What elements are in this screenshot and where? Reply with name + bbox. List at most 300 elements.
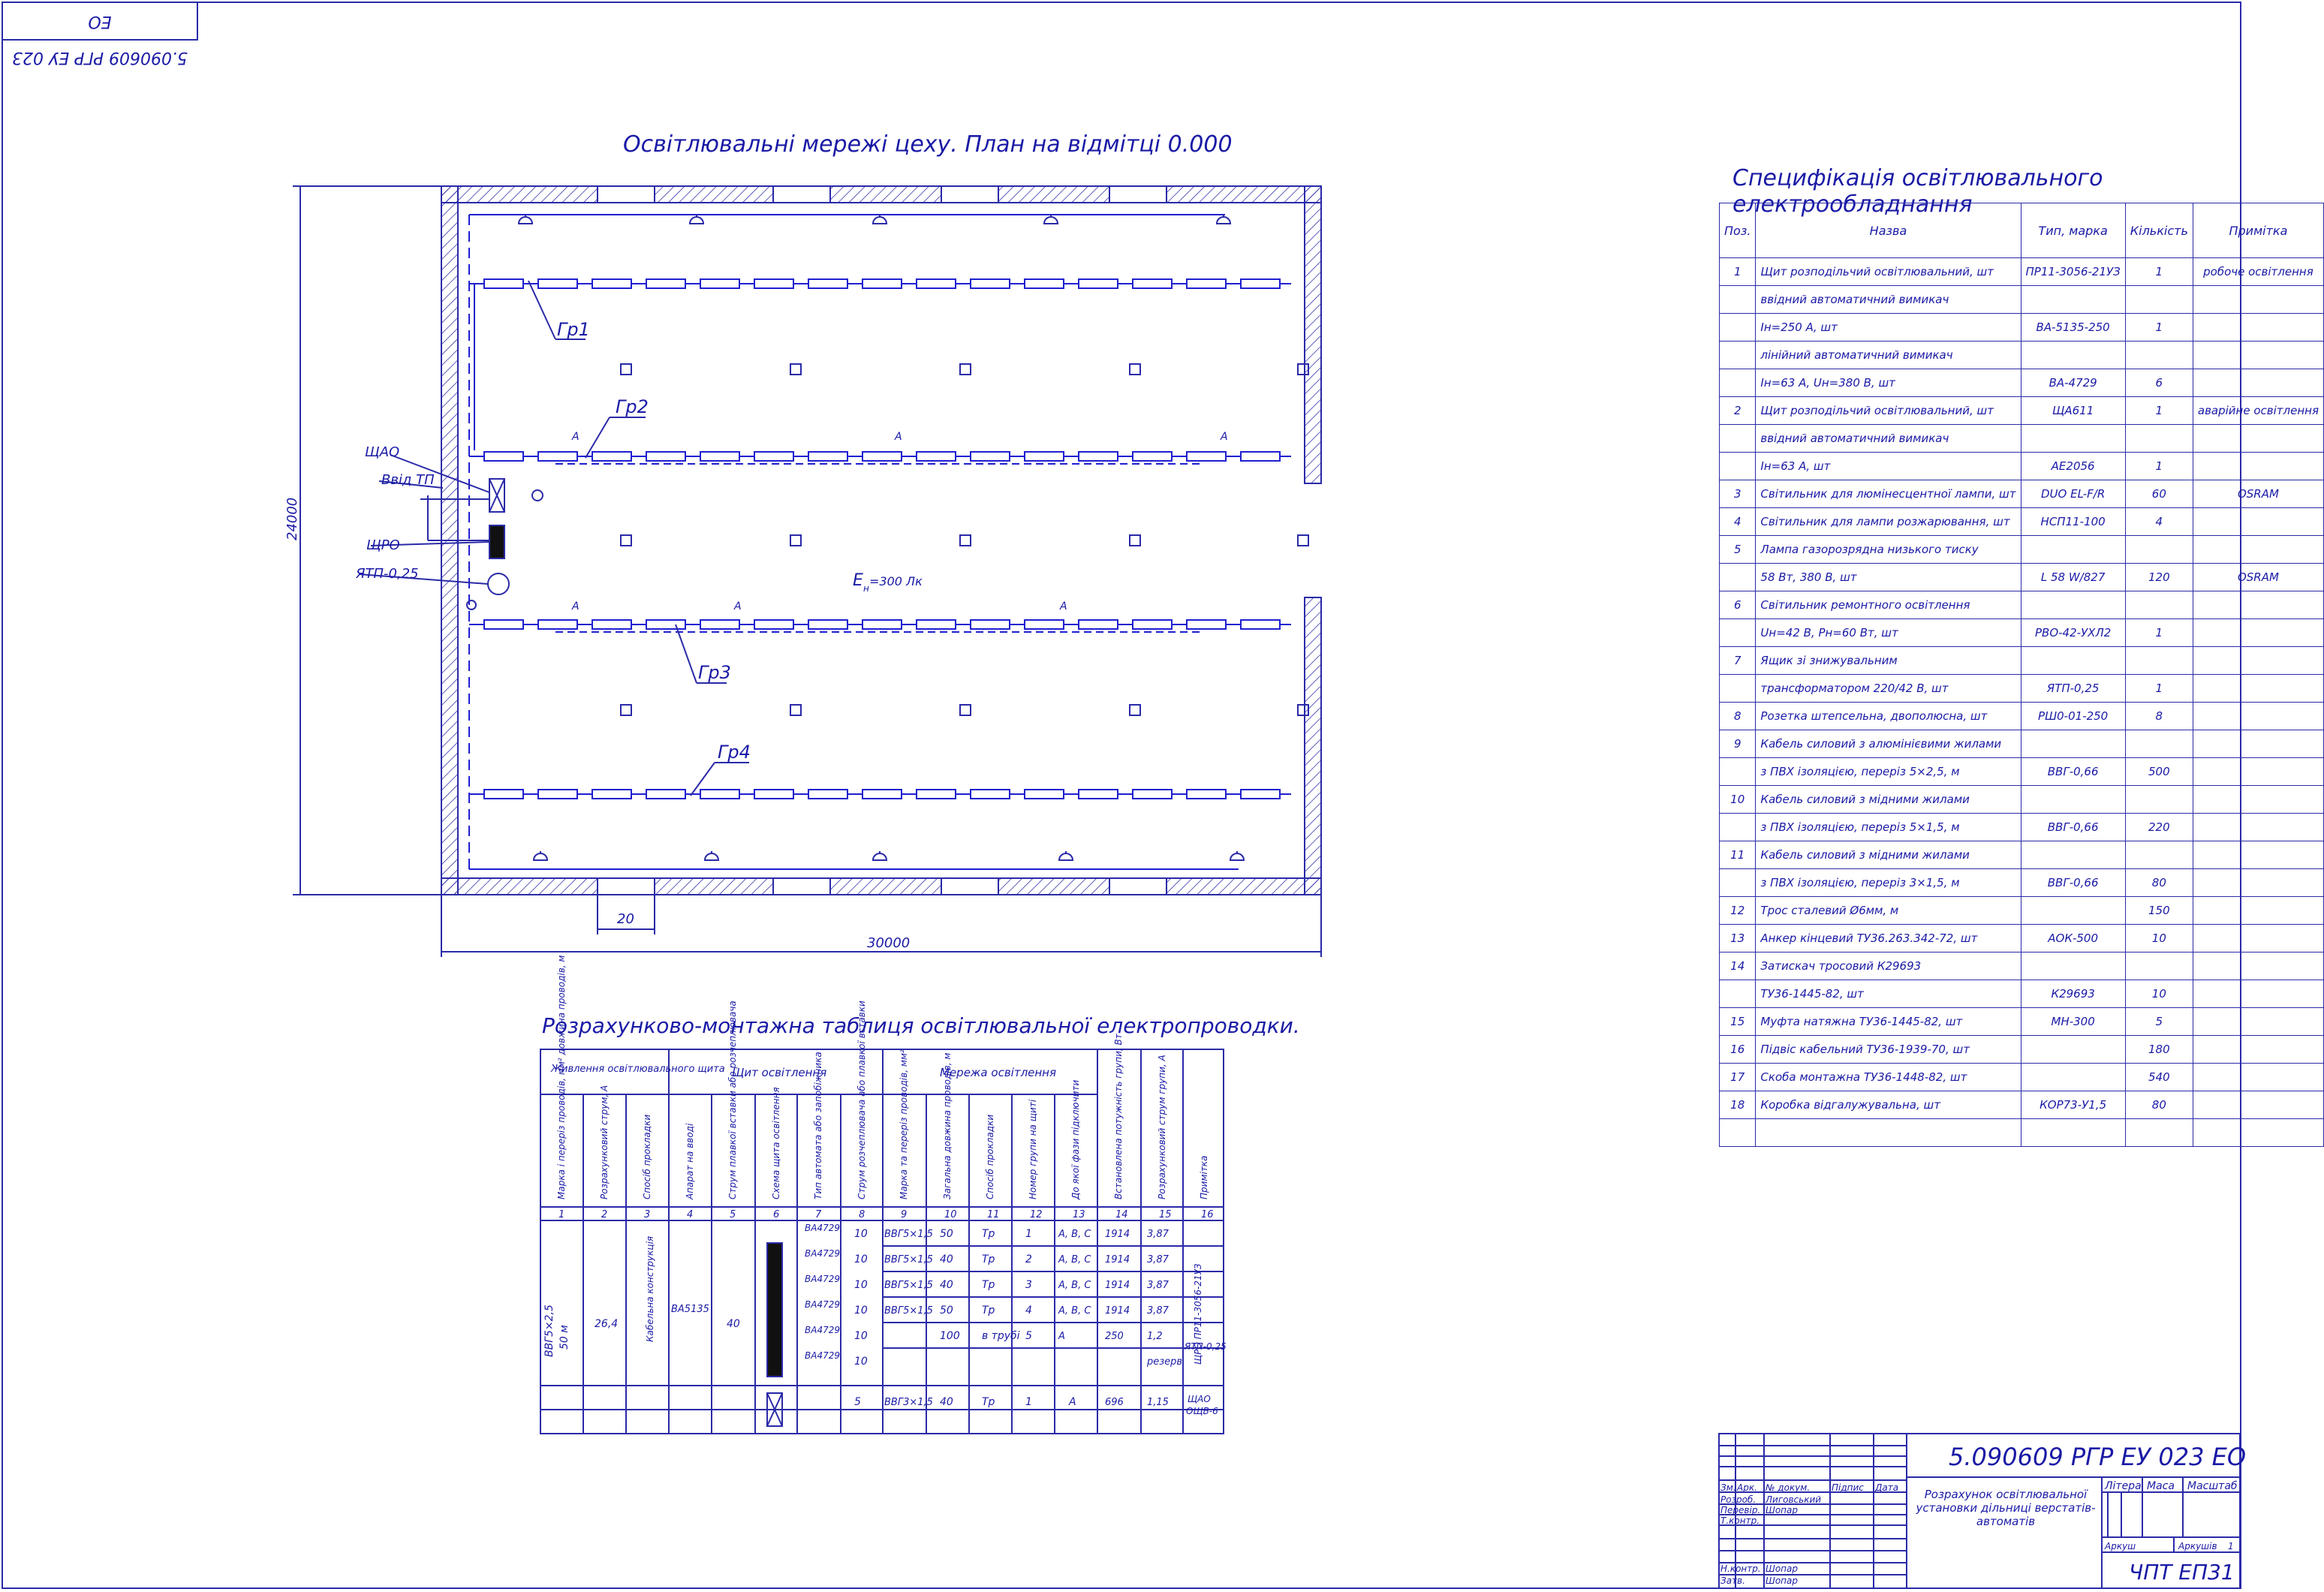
fluorescent-lamp xyxy=(971,279,1010,288)
spec-cell xyxy=(2021,1119,2125,1147)
spec-cell xyxy=(2193,619,2323,647)
spec-cell: Щит розподільчий освітлювальний, шт xyxy=(1756,397,2021,425)
spec-cell: АОК-500 xyxy=(2021,925,2125,952)
calc-col-header: Апарат на вводі xyxy=(685,1123,695,1199)
spec-row xyxy=(1720,647,2324,675)
phase-a6: А xyxy=(1060,600,1067,612)
spec-cell xyxy=(2193,1008,2323,1036)
spec-h-name: Назва xyxy=(1756,203,2021,258)
spec-cell xyxy=(1720,369,1756,397)
calc-cell: 696 xyxy=(1105,1397,1124,1408)
fluorescent-lamp xyxy=(1241,790,1280,799)
fluorescent-lamp xyxy=(1133,452,1172,461)
label-ytp: ЯТП-0,25 xyxy=(356,566,419,582)
spec-cell xyxy=(2193,342,2323,369)
phase-a3: А xyxy=(1221,431,1228,443)
fluorescent-lamp xyxy=(700,279,739,288)
incandescent-lamp xyxy=(873,215,887,224)
dim-width: 30000 xyxy=(867,935,911,951)
spec-cell xyxy=(1720,869,1756,897)
spec-cell: ввідний автоматичний вимикач xyxy=(1756,425,2021,453)
spec-row xyxy=(1720,369,2324,397)
spec-cell: РВО-42-УХЛ2 xyxy=(2021,619,2125,647)
spec-cell xyxy=(2125,786,2193,814)
calc-col-number: 1 xyxy=(558,1209,565,1220)
outlet-square xyxy=(1130,364,1140,375)
spec-row xyxy=(1720,786,2324,814)
spec-row xyxy=(1720,564,2324,591)
spec-cell xyxy=(2193,1036,2323,1064)
spec-cell: НСП11-100 xyxy=(2021,508,2125,536)
calc-grp-2: Щит освітлення xyxy=(732,1066,827,1079)
fluorescent-lamp xyxy=(1241,452,1280,461)
phase-a4: А xyxy=(572,600,579,612)
fluorescent-lamp xyxy=(917,452,956,461)
calc-col-header: Спосіб прокладки xyxy=(985,1114,995,1199)
tb-code: 5.090609 РГР ЕУ 023 ЕО xyxy=(1949,1443,2246,1471)
spec-cell xyxy=(2193,1091,2323,1119)
fluorescent-lamp xyxy=(646,452,685,461)
fluorescent-lamp xyxy=(538,790,577,799)
spec-cell: з ПВХ ізоляцією, переріз 5×1,5, м xyxy=(1756,814,2021,841)
fluorescent-lamp xyxy=(971,790,1010,799)
spec-h-pos: Поз. xyxy=(1720,203,1756,258)
note-ytp: ЯТП-0,25 xyxy=(1185,1341,1227,1352)
spec-cell: Світильник для лампи розжарювання, шт xyxy=(1756,508,2021,536)
spec-cell: Муфта натяжна ТУ36-1445-82, шт xyxy=(1756,1008,2021,1036)
tb-name-5: Шопар xyxy=(1766,1575,1798,1586)
group-3: Гр3 xyxy=(698,662,731,683)
calc-col-header: До якої фази підключити xyxy=(1070,1079,1081,1199)
calc-col-header: Марка і переріз проводів, мм² довжина проводів, м xyxy=(556,955,567,1199)
fluorescent-lamp xyxy=(1025,790,1064,799)
spec-cell xyxy=(2021,536,2125,564)
spec-cell: 1 xyxy=(2125,453,2193,480)
fluorescent-lamp xyxy=(808,620,847,629)
calc-cell: 40 xyxy=(940,1253,953,1265)
fluorescent-lamp xyxy=(700,620,739,629)
spec-cell xyxy=(2193,508,2323,536)
tb-org: ЧПТ ЕП31 xyxy=(2129,1560,2235,1584)
input-current: 40 xyxy=(727,1318,740,1330)
calc-col-number: 16 xyxy=(1201,1209,1214,1220)
calc-col-header: Марка та переріз проводів, мм² xyxy=(899,1049,909,1199)
spec-cell: Uн=42 В, Pн=60 Вт, шт xyxy=(1756,619,2021,647)
spec-cell: 8 xyxy=(2125,703,2193,730)
calc-col-number: 10 xyxy=(944,1209,957,1220)
fluorescent-lamp xyxy=(1025,279,1064,288)
calc-cell: А, В, С xyxy=(1058,1305,1091,1317)
spec-cell: 6 xyxy=(1720,591,1756,619)
floor-plan xyxy=(0,0,1351,976)
tb-name-1: Шопар xyxy=(1766,1505,1798,1515)
spec-row xyxy=(1720,314,2324,342)
spec-row xyxy=(1720,591,2324,619)
spec-cell xyxy=(2021,1036,2125,1064)
spec-cell: з ПВХ ізоляцією, переріз 3×1,5, м xyxy=(1756,869,2021,897)
label-vvid: Ввід ТП xyxy=(381,472,435,488)
tb-role-0: Розроб. xyxy=(1720,1494,1757,1505)
calc-col-number: 13 xyxy=(1073,1209,1085,1220)
spec-cell: Трос сталевий Ø6мм, м xyxy=(1756,897,2021,925)
spec-cell: 80 xyxy=(2125,869,2193,897)
fluorescent-lamp xyxy=(1079,790,1118,799)
outlet-square xyxy=(790,705,801,715)
spec-cell: 10 xyxy=(1720,786,1756,814)
spec-cell xyxy=(1720,980,1756,1008)
spec-cell: 80 xyxy=(2125,1091,2193,1119)
fluorescent-lamp xyxy=(971,452,1010,461)
breaker-type: ВА4729 xyxy=(805,1350,840,1361)
calc-cell: 3,87 xyxy=(1147,1280,1169,1291)
calc-col-header: Загальна довжина проводів, м xyxy=(942,1052,953,1199)
rotated-code-text: 5.090609 РГР ЕУ 023 ЕО xyxy=(11,12,188,67)
spec-cell xyxy=(2193,286,2323,314)
spec-cell: Скоба монтажна ТУ36-1448-82, шт xyxy=(1756,1064,2021,1091)
calc-col-number: 15 xyxy=(1159,1209,1172,1220)
calc-cell: ОЩВ-6 xyxy=(1186,1406,1218,1416)
tb-name-0: Лиговський xyxy=(1766,1494,1822,1505)
calc-col-header: Розрахунковий струм, А xyxy=(599,1085,610,1199)
fluorescent-lamp xyxy=(1133,620,1172,629)
incandescent-lamp xyxy=(534,851,547,860)
spec-cell: лінійний автоматичний вимикач xyxy=(1756,342,2021,369)
spec-cell: DUO EL-F/R xyxy=(2021,480,2125,508)
spec-cell xyxy=(2021,897,2125,925)
fluorescent-lamp xyxy=(808,790,847,799)
spec-cell: 4 xyxy=(2125,508,2193,536)
spec-cell xyxy=(2193,925,2323,952)
spec-cell: Коробка відгалужувальна, шт xyxy=(1756,1091,2021,1119)
spec-cell xyxy=(2193,453,2323,480)
calc-cell: 10 xyxy=(854,1356,868,1368)
spec-row xyxy=(1720,980,2324,1008)
spec-cell: OSRAM xyxy=(2193,564,2323,591)
calc-col-number: 5 xyxy=(730,1209,736,1220)
fluorescent-lamp xyxy=(808,452,847,461)
illum-E: E xyxy=(853,571,863,590)
calc-cell: 1914 xyxy=(1105,1280,1130,1291)
spec-h-note: Примітка xyxy=(2193,203,2323,258)
outlet-square xyxy=(621,364,631,375)
spec-cell xyxy=(2021,647,2125,675)
calc-cell: 1914 xyxy=(1105,1305,1130,1317)
spec-cell: аварійне освітлення xyxy=(2193,397,2323,425)
spec-cell xyxy=(2193,897,2323,925)
tb-role-5: Затв. xyxy=(1720,1575,1745,1586)
spec-cell: РШ0-01-250 xyxy=(2021,703,2125,730)
calc-cell: Тр xyxy=(982,1305,995,1317)
spec-cell xyxy=(2193,786,2323,814)
calc-cell: 3,87 xyxy=(1147,1254,1169,1265)
calc-cell: ВВГ5×1,5 xyxy=(884,1280,933,1291)
spec-cell: 17 xyxy=(1720,1064,1756,1091)
calc-cell: 3,87 xyxy=(1147,1229,1169,1240)
spec-row xyxy=(1720,897,2324,925)
spec-h-type: Тип, марка xyxy=(2021,203,2125,258)
spec-cell: Світильник ремонтного освітлення xyxy=(1756,591,2021,619)
spec-cell: трансформатором 220/42 В, шт xyxy=(1756,675,2021,703)
spec-cell: 6 xyxy=(2125,369,2193,397)
tb-litera: Літера xyxy=(2105,1480,2142,1492)
tb-h-sign: Підпис xyxy=(1832,1482,1864,1493)
outlet-square xyxy=(621,705,631,715)
spec-cell xyxy=(2193,814,2323,841)
spec-cell xyxy=(2193,675,2323,703)
calc-cell: 10 xyxy=(854,1279,868,1291)
spec-cell xyxy=(1720,286,1756,314)
calc-cell: 250 xyxy=(1105,1331,1124,1342)
spec-cell: 16 xyxy=(1720,1036,1756,1064)
spec-cell: 8 xyxy=(1720,703,1756,730)
spec-row xyxy=(1720,758,2324,786)
spec-row xyxy=(1720,841,2324,869)
calc-cell: 50 xyxy=(940,1305,953,1317)
calc-cell: 1914 xyxy=(1105,1229,1130,1240)
breaker-type: ВА4729 xyxy=(805,1325,840,1335)
calc-cell: ЩАО xyxy=(1188,1394,1211,1404)
wall-bottom xyxy=(441,878,1321,895)
spec-cell: Кабель силовий з мідними жилами xyxy=(1756,786,2021,814)
calc-grp-1: Живлення освітлювального щита xyxy=(551,1064,725,1075)
calc-col-number: 4 xyxy=(687,1209,694,1220)
calc-cell: 3 xyxy=(1025,1279,1032,1291)
spec-row xyxy=(1720,342,2324,369)
spec-cell xyxy=(2125,841,2193,869)
spec-cell: 1 xyxy=(2125,397,2193,425)
calc-col-header: Встановлена потужність групи, Вт xyxy=(1113,1034,1124,1199)
spec-cell: ВВГ-0,66 xyxy=(2021,758,2125,786)
tb-h-zm: Зм. xyxy=(1720,1482,1736,1493)
spec-cell: Iн=63 А, шт xyxy=(1756,453,2021,480)
tb-masa: Маса xyxy=(2147,1480,2175,1492)
spec-cell: К29693 xyxy=(2021,980,2125,1008)
calc-cell: А, В, С xyxy=(1058,1254,1091,1265)
tb-arkushiv: Аркушів xyxy=(2178,1541,2217,1551)
spec-cell: 7 xyxy=(1720,647,1756,675)
outlet-square xyxy=(960,535,971,546)
spec-cell xyxy=(1720,758,1756,786)
label-shro: ЩРО xyxy=(366,537,400,553)
spec-cell xyxy=(2193,536,2323,564)
calc-cell: Тр xyxy=(982,1253,995,1265)
spec-cell: Підвіс кабельний ТУ36-1939-70, шт xyxy=(1756,1036,2021,1064)
spec-cell: L 58 W/827 xyxy=(2021,564,2125,591)
spec-cell: Кабель силовий з мідними жилами xyxy=(1756,841,2021,869)
breaker-type: ВА4729 xyxy=(805,1274,840,1284)
fluorescent-lamp xyxy=(700,790,739,799)
incandescent-lamp xyxy=(1059,851,1073,860)
spec-row xyxy=(1720,397,2324,425)
incandescent-lamp xyxy=(873,851,887,860)
feed-current: 26,4 xyxy=(595,1318,619,1330)
spec-cell xyxy=(2125,952,2193,980)
calc-col-header: Схема щита освітлення xyxy=(771,1087,781,1199)
feed-method: Кабельна конструкція xyxy=(645,1235,655,1342)
spec-cell: Анкер кінцевий ТУ36.263.342-72, шт xyxy=(1756,925,2021,952)
fluorescent-lamp xyxy=(484,790,523,799)
fluorescent-lamp xyxy=(646,790,685,799)
spec-row xyxy=(1720,508,2324,536)
calc-grp-3: Мережа освітлення xyxy=(940,1066,1057,1079)
input-device: ВА5135 xyxy=(671,1304,709,1315)
spec-cell: робоче освітлення xyxy=(2193,258,2323,286)
fluorescent-lamp xyxy=(1241,620,1280,629)
phase-a2: А xyxy=(895,431,902,443)
spec-row xyxy=(1720,619,2324,647)
fluorescent-lamp xyxy=(1079,620,1118,629)
fluorescent-lamp xyxy=(1025,620,1064,629)
spec-cell xyxy=(1720,342,1756,369)
spec-cell: Лампа газорозрядна низького тиску xyxy=(1756,536,2021,564)
spec-cell xyxy=(2193,369,2323,397)
spec-row xyxy=(1720,730,2324,758)
spec-cell: Світильник для люмінесцентної лампи, шт xyxy=(1756,480,2021,508)
spec-row xyxy=(1720,703,2324,730)
spec-cell: Кабель силовий з алюмінієвими жилами xyxy=(1756,730,2021,758)
spec-cell xyxy=(2193,952,2323,980)
spec-cell xyxy=(1720,453,1756,480)
fluorescent-lamp xyxy=(1187,790,1226,799)
spec-cell: ВА-5135-250 xyxy=(2021,314,2125,342)
spec-cell: 540 xyxy=(2125,1064,2193,1091)
spec-cell: 11 xyxy=(1720,841,1756,869)
spec-cell: 58 Вт, 380 В, шт xyxy=(1756,564,2021,591)
tb-name-4: Шопар xyxy=(1766,1563,1798,1574)
spec-cell: 15 xyxy=(1720,1008,1756,1036)
spec-cell xyxy=(2021,730,2125,758)
tb-role-1: Перевір. xyxy=(1720,1505,1761,1515)
tb-arkush: Аркуш xyxy=(2105,1541,2136,1551)
spec-cell: ВА-4729 xyxy=(2021,369,2125,397)
incandescent-lamp xyxy=(1230,851,1244,860)
spec-cell: 10 xyxy=(2125,980,2193,1008)
spec-cell xyxy=(2125,730,2193,758)
phase-a5: А xyxy=(734,600,742,612)
spec-cell: 12 xyxy=(1720,897,1756,925)
wall-right-top xyxy=(1305,186,1321,483)
spec-cell xyxy=(2021,841,2125,869)
spec-cell: 3 xyxy=(1720,480,1756,508)
calc-cell: ВВГ5×1,5 xyxy=(884,1305,933,1317)
breaker-type: ВА4729 xyxy=(805,1223,840,1233)
calc-col-number: 2 xyxy=(601,1209,608,1220)
calc-cell: 40 xyxy=(940,1396,953,1408)
spec-cell xyxy=(1720,314,1756,342)
fluorescent-lamp xyxy=(862,452,902,461)
group-2: Гр2 xyxy=(616,396,649,417)
spec-cell: 1 xyxy=(2125,619,2193,647)
spec-cell xyxy=(2193,1119,2323,1147)
calc-cell: 5 xyxy=(854,1396,861,1408)
tb-h-date: Дата xyxy=(1875,1482,1899,1493)
calc-col-header: Номер групи на щиті xyxy=(1028,1099,1038,1199)
spec-cell xyxy=(1720,564,1756,591)
fluorescent-lamp xyxy=(484,279,523,288)
fluorescent-lamp xyxy=(862,790,902,799)
spec-cell: КОР73-У1,5 xyxy=(2021,1091,2125,1119)
spec-cell: 5 xyxy=(1720,536,1756,564)
spec-cell xyxy=(2125,591,2193,619)
wall-top xyxy=(441,186,1321,203)
spec-cell: Щит розподільчий освітлювальний, шт xyxy=(1756,258,2021,286)
spec-cell: Ящик зі знижувальним xyxy=(1756,647,2021,675)
spec-row xyxy=(1720,869,2324,897)
fluorescent-lamp xyxy=(917,620,956,629)
fluorescent-lamp xyxy=(592,620,631,629)
fluorescent-lamp xyxy=(484,620,523,629)
spec-cell xyxy=(2125,1119,2193,1147)
tb-arkushiv-val: 1 xyxy=(2228,1541,2234,1551)
spec-cell xyxy=(2193,758,2323,786)
fluorescent-lamp xyxy=(754,279,793,288)
spec-cell xyxy=(2021,952,2125,980)
spec-cell xyxy=(2193,703,2323,730)
note-main: ЩРО ПР11-3056-21УЗ xyxy=(1193,1263,1203,1365)
fluorescent-lamp xyxy=(484,452,523,461)
fluorescent-lamp xyxy=(1133,279,1172,288)
label-shao: ЩАО xyxy=(365,444,400,460)
fluorescent-lamp xyxy=(754,620,793,629)
fluorescent-lamp xyxy=(1133,790,1172,799)
fluorescent-lamp xyxy=(538,279,577,288)
spec-cell: 1 xyxy=(1720,258,1756,286)
tb-h-ark: Арк. xyxy=(1737,1482,1757,1493)
spec-cell: 10 xyxy=(2125,925,2193,952)
fluorescent-lamp xyxy=(1025,452,1064,461)
calc-col-number: 12 xyxy=(1030,1209,1043,1220)
dim-height: 24000 xyxy=(284,497,300,540)
calc-cell: 50 xyxy=(940,1228,953,1240)
spec-row xyxy=(1720,286,2324,314)
spec-cell: 220 xyxy=(2125,814,2193,841)
calc-cell: ВВГ5×1,5 xyxy=(884,1229,933,1240)
spec-cell: ввідний автоматичний вимикач xyxy=(1756,286,2021,314)
calc-cell: 3,87 xyxy=(1147,1305,1169,1317)
spec-cell xyxy=(2193,980,2323,1008)
feed-cable: ВВГ5×2,5 xyxy=(543,1305,555,1357)
spec-cell xyxy=(2193,869,2323,897)
spec-cell xyxy=(1720,675,1756,703)
plan-title: Освітлювальні мережі цеху. План на відмітці 0.000 xyxy=(623,131,1233,158)
group-1: Гр1 xyxy=(557,319,590,340)
calc-col-header: Спосіб прокладки xyxy=(642,1114,652,1199)
calc-cell: Тр xyxy=(982,1279,995,1291)
spec-cell: 1 xyxy=(2125,314,2193,342)
spec-cell: ЩА611 xyxy=(2021,397,2125,425)
spec-row xyxy=(1720,258,2324,286)
tb-role-2: Т.контр. xyxy=(1720,1515,1760,1526)
spec-cell xyxy=(2021,286,2125,314)
fluorescent-lamp xyxy=(538,452,577,461)
fluorescent-lamp xyxy=(646,279,685,288)
outlet-square xyxy=(621,535,631,546)
spec-cell xyxy=(2193,425,2323,453)
calc-col-number: 14 xyxy=(1115,1209,1128,1220)
dim-col: 20 xyxy=(617,911,634,927)
calc-cell: 4 xyxy=(1025,1305,1032,1317)
spec-cell: МН-300 xyxy=(2021,1008,2125,1036)
spec-cell xyxy=(2021,1064,2125,1091)
calc-cell: 10 xyxy=(854,1330,868,1342)
spec-row xyxy=(1720,425,2324,453)
spec-cell: Затискач тросовий К29693 xyxy=(1756,952,2021,980)
spec-cell: ЯТП-0,25 xyxy=(2021,675,2125,703)
calc-cell: А xyxy=(1069,1396,1076,1408)
spec-cell: Iн=250 А, шт xyxy=(1756,314,2021,342)
spec-row xyxy=(1720,925,2324,952)
spec-cell xyxy=(2193,841,2323,869)
